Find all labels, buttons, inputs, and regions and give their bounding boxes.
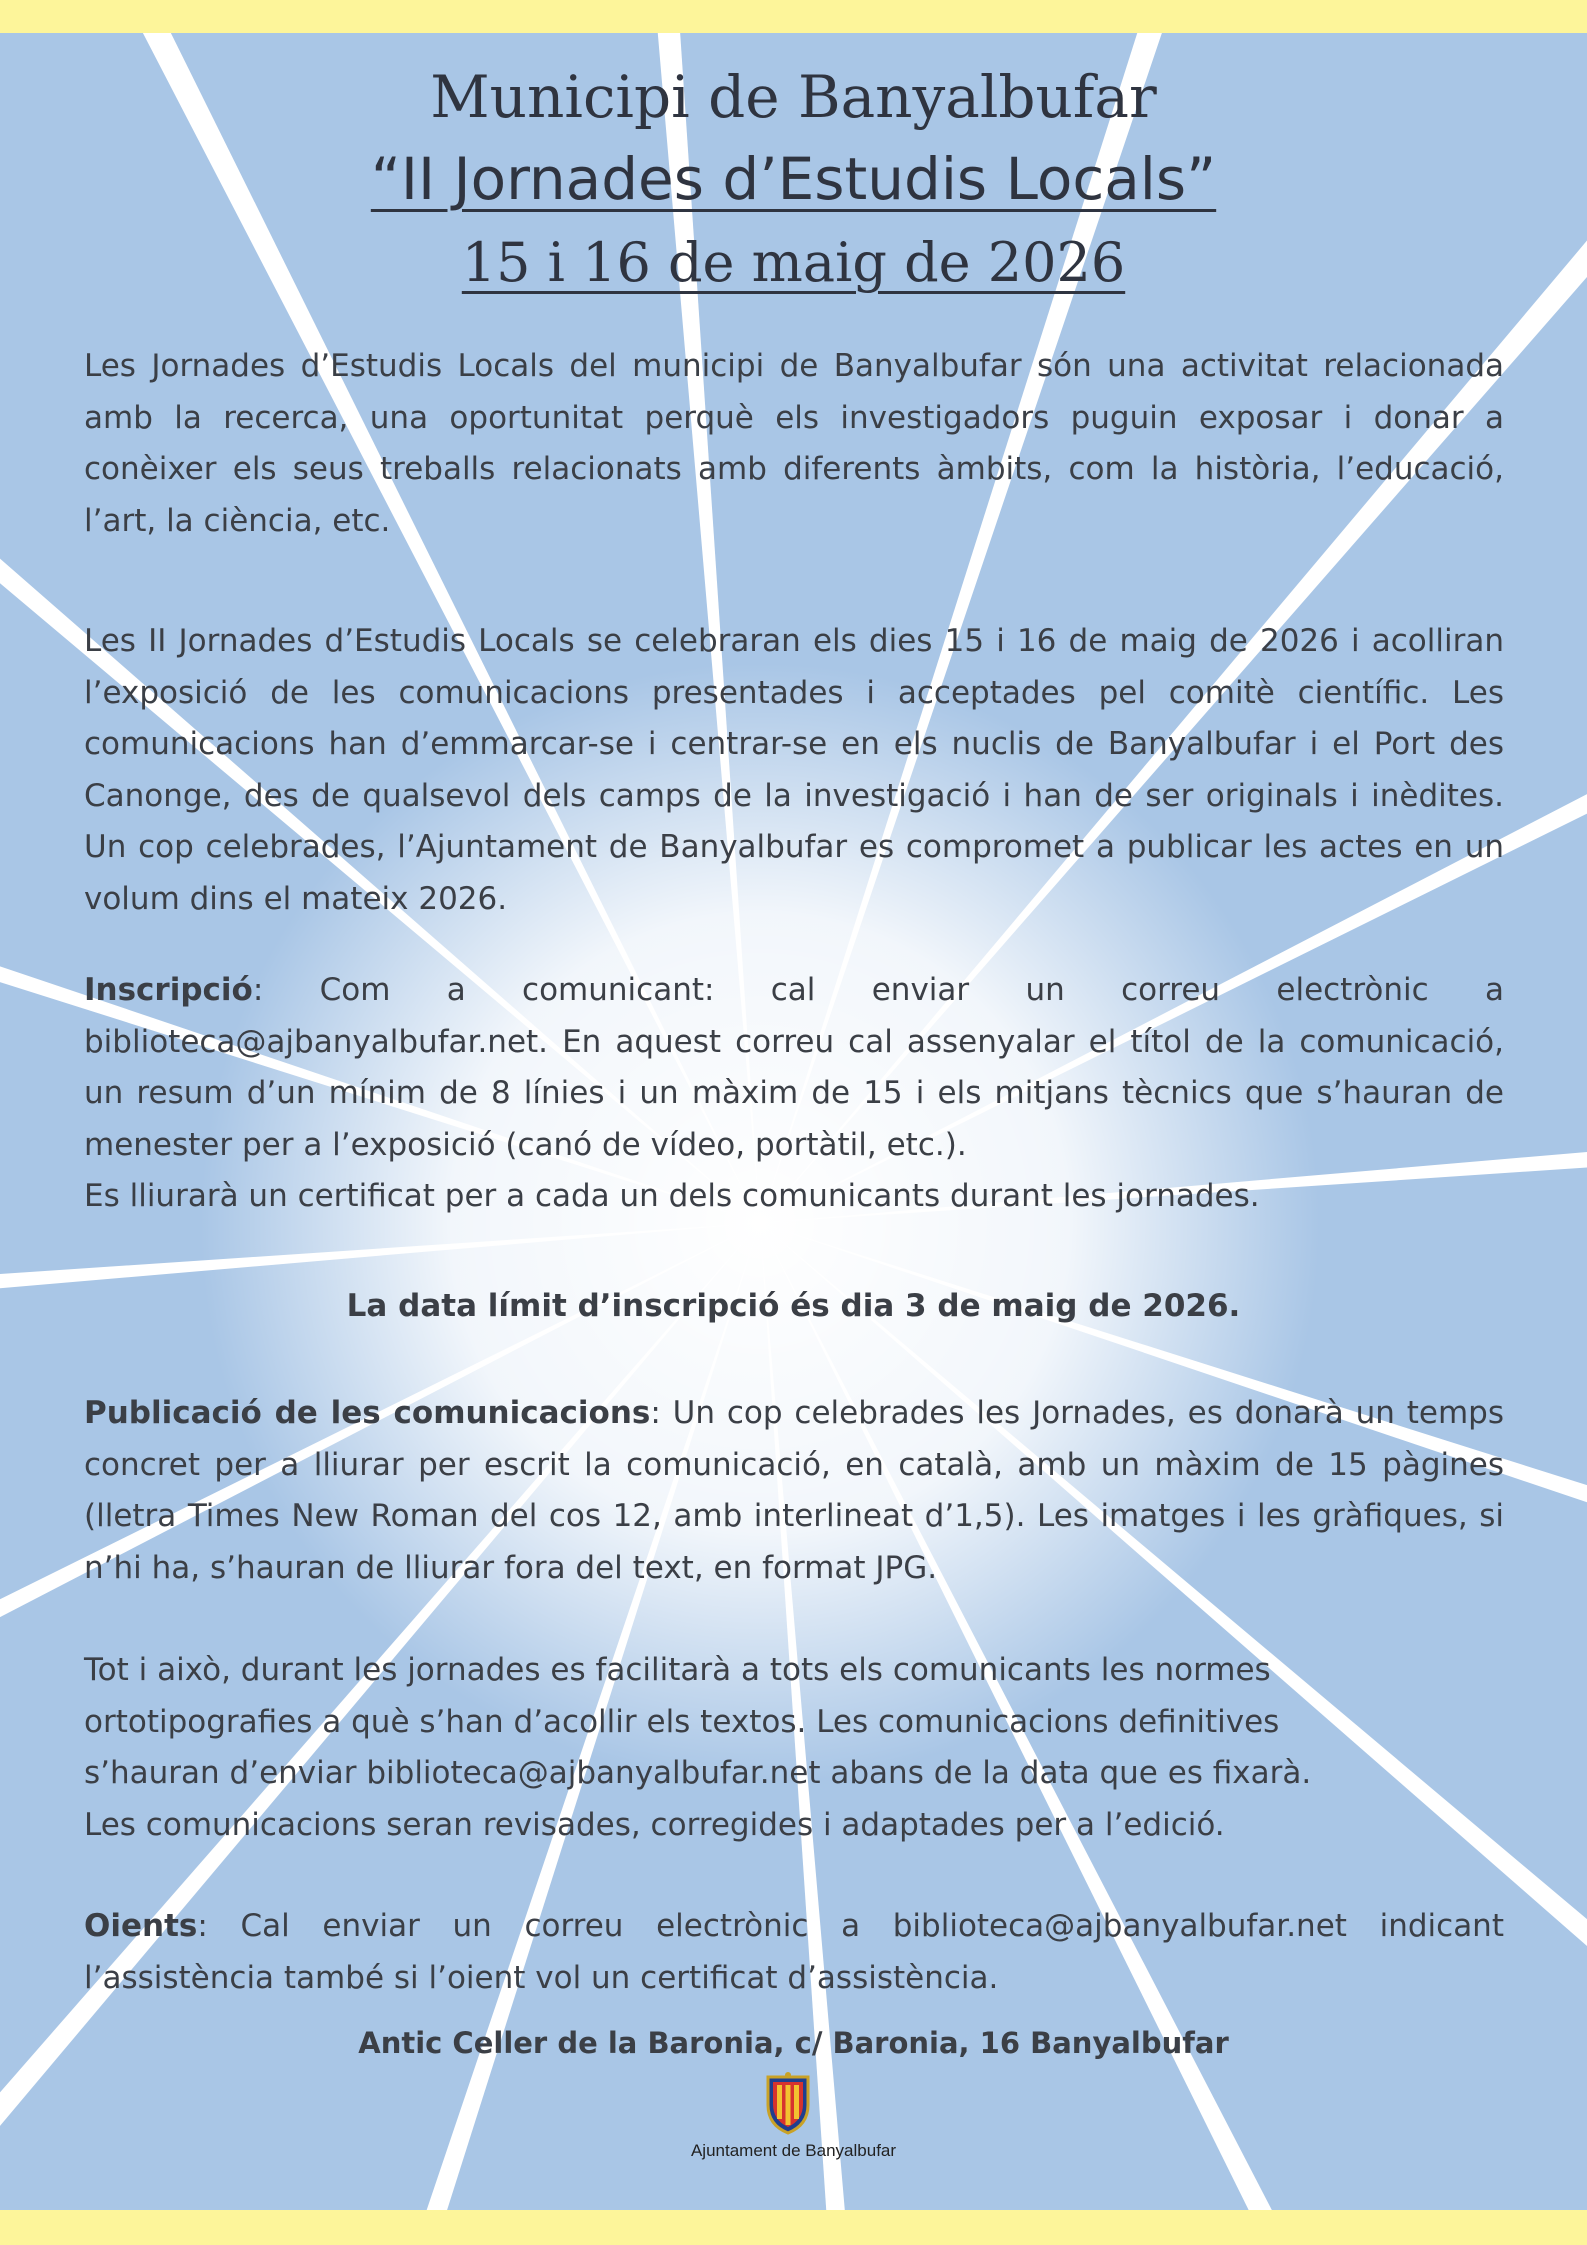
municipality-title: Municipi de Banyalbufar [430, 63, 1157, 131]
tot-line: Tot i això, durant les jornades es facilitarà a tots els comunicants les normes [84, 1652, 1271, 1688]
publicacio-label: Publicació de les comunicacions [84, 1395, 651, 1431]
inscripcio-text: : Com a comunicant: cal enviar un correu electrònic a biblioteca@ajbanyalbufar.net. En aquest correu cal assenyalar el títol de la comunicació, un resum d’un mínim de 8 línies i un màxim de 15 i els mitjans tècnics que s’hauran de menester per a l’exposició (canó de vídeo, portàtil, etc.). [84, 972, 1504, 1163]
oients-text: : Cal enviar un correu electrònic a biblioteca@ajbanyalbufar.net indicant l’assistència també si l’oient vol un certificat d’assistència. [84, 1908, 1504, 1996]
second-paragraph: Les II Jornades d’Estudis Locals se celebraran els dies 15 i 16 de maig de 2026 i acolliran l’exposició de les comunicacions presentades i acceptades pel comitè científic. Les comunicacions han d’emmarcar-se i centrar-se en els nuclis de Banyalbufar i el Port des Canonge, des de qualsevol dels camps de la investigació i han de ser originals i inèdites. Un cop celebrades, l’Ajuntament de Banyalbufar es compromet a publicar les actes en un volum dins el mateix 2026. [84, 623, 1504, 917]
event-title: “II Jornades d’Estudis Locals” [370, 145, 1217, 213]
tot-line: Les comunicacions seran revisades, corregides i adaptades per a l’edició. [84, 1806, 1225, 1843]
inscripcio-paragraph [84, 965, 1504, 1171]
tot-paragraph [84, 1645, 1504, 1851]
oients-label: Oients [84, 1908, 198, 1944]
coat-of-arms-icon [763, 2071, 813, 2135]
inscripcio-label: Inscripció [84, 972, 253, 1008]
oients-paragraph [84, 1901, 1504, 2004]
poster-page [0, 33, 1587, 2210]
publicacio-text: : Un cop celebrades les Jornades, es donarà un temps concret per a lliurar per escrit la comunicació, en català, amb un màxim de 15 pàgines (lletra Times New Roman del cos 12, amb interlineat d’1,5). Les imatges i les gràfiques, si n’hi ha, s’hauran de lliurar fora del text, en format JPG. [84, 1395, 1504, 1586]
venue-address: Antic Celler de la Baronia, c/ Baronia, 16 Banyalbufar [358, 2026, 1229, 2060]
intro-paragraph: Les Jornades d’Estudis Locals del municipi de Banyalbufar són una activitat relacionada amb la recerca, una oportunitat perquè els investigadors puguin exposar i donar a conèixer els seus treballs relacionats amb diferents àmbits, com la història, l’educació, l’art, la ciència, etc. [84, 348, 1504, 539]
tot-line: ortotipografies a què s’han d’acollir els textos. Les comunicacions definitives [84, 1703, 1280, 1740]
certificate-note: Es lliurarà un certificat per a cada un dels comunicants durant les jornades. [84, 1178, 1260, 1214]
event-date: 15 i 16 de maig de 2026 [461, 231, 1126, 294]
deadline-notice: La data límit d’inscripció és dia 3 de maig de 2026. [346, 1288, 1241, 1324]
publicacio-paragraph [84, 1388, 1504, 1594]
logo-label: Ajuntament de Banyalbufar [690, 2141, 897, 2160]
tot-line: s’hauran d’enviar biblioteca@ajbanyalbufar.net abans de la data que es fixarà. [84, 1755, 1312, 1791]
